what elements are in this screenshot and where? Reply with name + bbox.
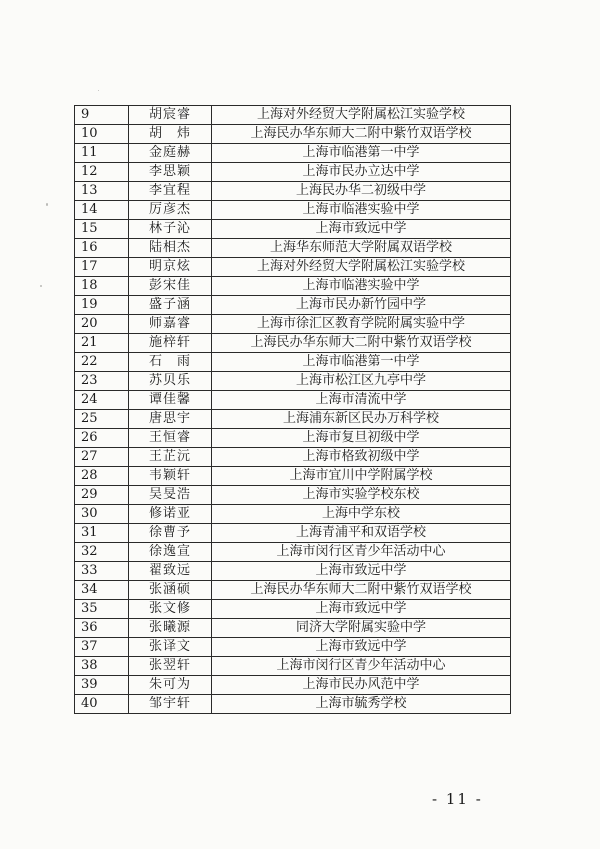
table-row — [75, 467, 511, 486]
school-name-cell: 上海民办华二初级中学 — [212, 182, 511, 201]
student-name-cell: 师嘉睿 — [129, 315, 212, 334]
row-number-cell: 16 — [75, 239, 129, 258]
row-number-cell: 11 — [75, 144, 129, 163]
row-number-cell: 23 — [75, 372, 129, 391]
row-number-cell: 27 — [75, 448, 129, 467]
table-row — [75, 239, 511, 258]
table-row — [75, 657, 511, 676]
row-number-cell: 31 — [75, 524, 129, 543]
student-name-cell: 金庭赫 — [129, 144, 212, 163]
school-name-cell: 上海市致远中学 — [212, 562, 511, 581]
student-name-cell: 林子沁 — [129, 220, 212, 239]
table-row — [75, 334, 511, 353]
table-row — [75, 524, 511, 543]
school-name-cell: 上海市临港实验中学 — [212, 201, 511, 220]
student-name-cell: 谭佳馨 — [129, 391, 212, 410]
school-name-cell: 上海市格致初级中学 — [212, 448, 511, 467]
scan-speck — [40, 285, 42, 287]
school-name-cell: 上海华东师范大学附属双语学校 — [212, 239, 511, 258]
school-name-cell: 上海市临港第一中学 — [212, 353, 511, 372]
school-name-cell: 上海市致远中学 — [212, 638, 511, 657]
student-name-cell: 修诺亚 — [129, 505, 212, 524]
student-name-cell: 陆相杰 — [129, 239, 212, 258]
table-row — [75, 638, 511, 657]
student-name-cell: 张涵硕 — [129, 581, 212, 600]
school-name-cell: 上海市闵行区青少年活动中心 — [212, 543, 511, 562]
table-row — [75, 144, 511, 163]
row-number-cell: 22 — [75, 353, 129, 372]
table-row — [75, 296, 511, 315]
table-row — [75, 106, 511, 125]
row-number-cell: 18 — [75, 277, 129, 296]
school-name-cell: 上海对外经贸大学附属松江实验学校 — [212, 106, 511, 125]
table-row — [75, 353, 511, 372]
table-row — [75, 676, 511, 695]
school-name-cell: 上海市临港实验中学 — [212, 277, 511, 296]
school-name-cell: 上海市清流中学 — [212, 391, 511, 410]
school-name-cell: 上海市民办风范中学 — [212, 676, 511, 695]
student-name-cell: 朱可为 — [129, 676, 212, 695]
school-name-cell: 上海市民办立达中学 — [212, 163, 511, 182]
school-name-cell: 上海民办华东师大二附中紫竹双语学校 — [212, 125, 511, 144]
row-number-cell: 20 — [75, 315, 129, 334]
row-number-cell: 32 — [75, 543, 129, 562]
table-row — [75, 429, 511, 448]
school-name-cell: 上海市民办新竹园中学 — [212, 296, 511, 315]
roster-table — [74, 105, 511, 714]
row-number-cell: 28 — [75, 467, 129, 486]
row-number-cell: 39 — [75, 676, 129, 695]
row-number-cell: 36 — [75, 619, 129, 638]
student-name-cell: 邹宇轩 — [129, 695, 212, 714]
student-name-cell: 韦颖轩 — [129, 467, 212, 486]
row-number-cell: 17 — [75, 258, 129, 277]
row-number-cell: 24 — [75, 391, 129, 410]
school-name-cell: 上海中学东校 — [212, 505, 511, 524]
student-name-cell: 徐逸宣 — [129, 543, 212, 562]
student-name-cell: 翟致远 — [129, 562, 212, 581]
row-number-cell: 9 — [75, 106, 129, 125]
school-name-cell: 上海市松江区九亭中学 — [212, 372, 511, 391]
table-row — [75, 505, 511, 524]
student-name-cell: 张翌轩 — [129, 657, 212, 676]
school-name-cell: 上海市毓秀学校 — [212, 695, 511, 714]
student-name-cell: 张译文 — [129, 638, 212, 657]
table-row — [75, 695, 511, 714]
table-row — [75, 410, 511, 429]
row-number-cell: 26 — [75, 429, 129, 448]
student-name-cell: 苏贝乐 — [129, 372, 212, 391]
student-name-cell: 胡宸睿 — [129, 106, 212, 125]
scan-speck — [46, 203, 48, 206]
student-name-cell: 盛子涵 — [129, 296, 212, 315]
student-name-cell: 施梓轩 — [129, 334, 212, 353]
student-name-cell: 胡 炜 — [129, 125, 212, 144]
school-name-cell: 上海市复旦初级中学 — [212, 429, 511, 448]
row-number-cell: 15 — [75, 220, 129, 239]
roster-table-body — [75, 106, 511, 714]
table-row — [75, 391, 511, 410]
row-number-cell: 12 — [75, 163, 129, 182]
student-name-cell: 李宜程 — [129, 182, 212, 201]
table-row — [75, 600, 511, 619]
scan-speck — [98, 90, 99, 91]
school-name-cell: 上海对外经贸大学附属松江实验学校 — [212, 258, 511, 277]
table-row — [75, 448, 511, 467]
row-number-cell: 13 — [75, 182, 129, 201]
table-row — [75, 581, 511, 600]
student-name-cell: 石 雨 — [129, 353, 212, 372]
row-number-cell: 38 — [75, 657, 129, 676]
table-row — [75, 201, 511, 220]
row-number-cell: 40 — [75, 695, 129, 714]
school-name-cell: 上海民办华东师大二附中紫竹双语学校 — [212, 581, 511, 600]
table-row — [75, 258, 511, 277]
table-row — [75, 182, 511, 201]
row-number-cell: 35 — [75, 600, 129, 619]
table-row — [75, 543, 511, 562]
table-row — [75, 163, 511, 182]
student-name-cell: 明京炫 — [129, 258, 212, 277]
row-number-cell: 19 — [75, 296, 129, 315]
school-name-cell: 上海市实验学校东校 — [212, 486, 511, 505]
row-number-cell: 30 — [75, 505, 129, 524]
row-number-cell: 37 — [75, 638, 129, 657]
school-name-cell: 上海市宜川中学附属学校 — [212, 467, 511, 486]
student-name-cell: 张曦源 — [129, 619, 212, 638]
student-name-cell: 厉彦杰 — [129, 201, 212, 220]
school-name-cell: 上海青浦平和双语学校 — [212, 524, 511, 543]
table-row — [75, 220, 511, 239]
table-row — [75, 277, 511, 296]
row-number-cell: 34 — [75, 581, 129, 600]
school-name-cell: 上海市闵行区青少年活动中心 — [212, 657, 511, 676]
table-row — [75, 486, 511, 505]
school-name-cell: 上海民办华东师大二附中紫竹双语学校 — [212, 334, 511, 353]
school-name-cell: 上海市临港第一中学 — [212, 144, 511, 163]
school-name-cell: 上海浦东新区民办万科学校 — [212, 410, 511, 429]
student-name-cell: 彭宋佳 — [129, 277, 212, 296]
row-number-cell: 21 — [75, 334, 129, 353]
school-name-cell: 同济大学附属实验中学 — [212, 619, 511, 638]
student-name-cell: 李思颖 — [129, 163, 212, 182]
row-number-cell: 25 — [75, 410, 129, 429]
row-number-cell: 10 — [75, 125, 129, 144]
table-row — [75, 372, 511, 391]
table-row — [75, 125, 511, 144]
student-name-cell: 吴旻浩 — [129, 486, 212, 505]
student-name-cell: 王恒睿 — [129, 429, 212, 448]
school-name-cell: 上海市致远中学 — [212, 220, 511, 239]
school-name-cell: 上海市致远中学 — [212, 600, 511, 619]
student-name-cell: 王芷沅 — [129, 448, 212, 467]
row-number-cell: 29 — [75, 486, 129, 505]
student-name-cell: 张文修 — [129, 600, 212, 619]
student-name-cell: 徐曹予 — [129, 524, 212, 543]
table-row — [75, 315, 511, 334]
row-number-cell: 14 — [75, 201, 129, 220]
student-name-cell: 唐思宇 — [129, 410, 212, 429]
table-row — [75, 562, 511, 581]
row-number-cell: 33 — [75, 562, 129, 581]
page-number: - 11 - — [432, 790, 483, 808]
table-row — [75, 619, 511, 638]
school-name-cell: 上海市徐汇区教育学院附属实验中学 — [212, 315, 511, 334]
